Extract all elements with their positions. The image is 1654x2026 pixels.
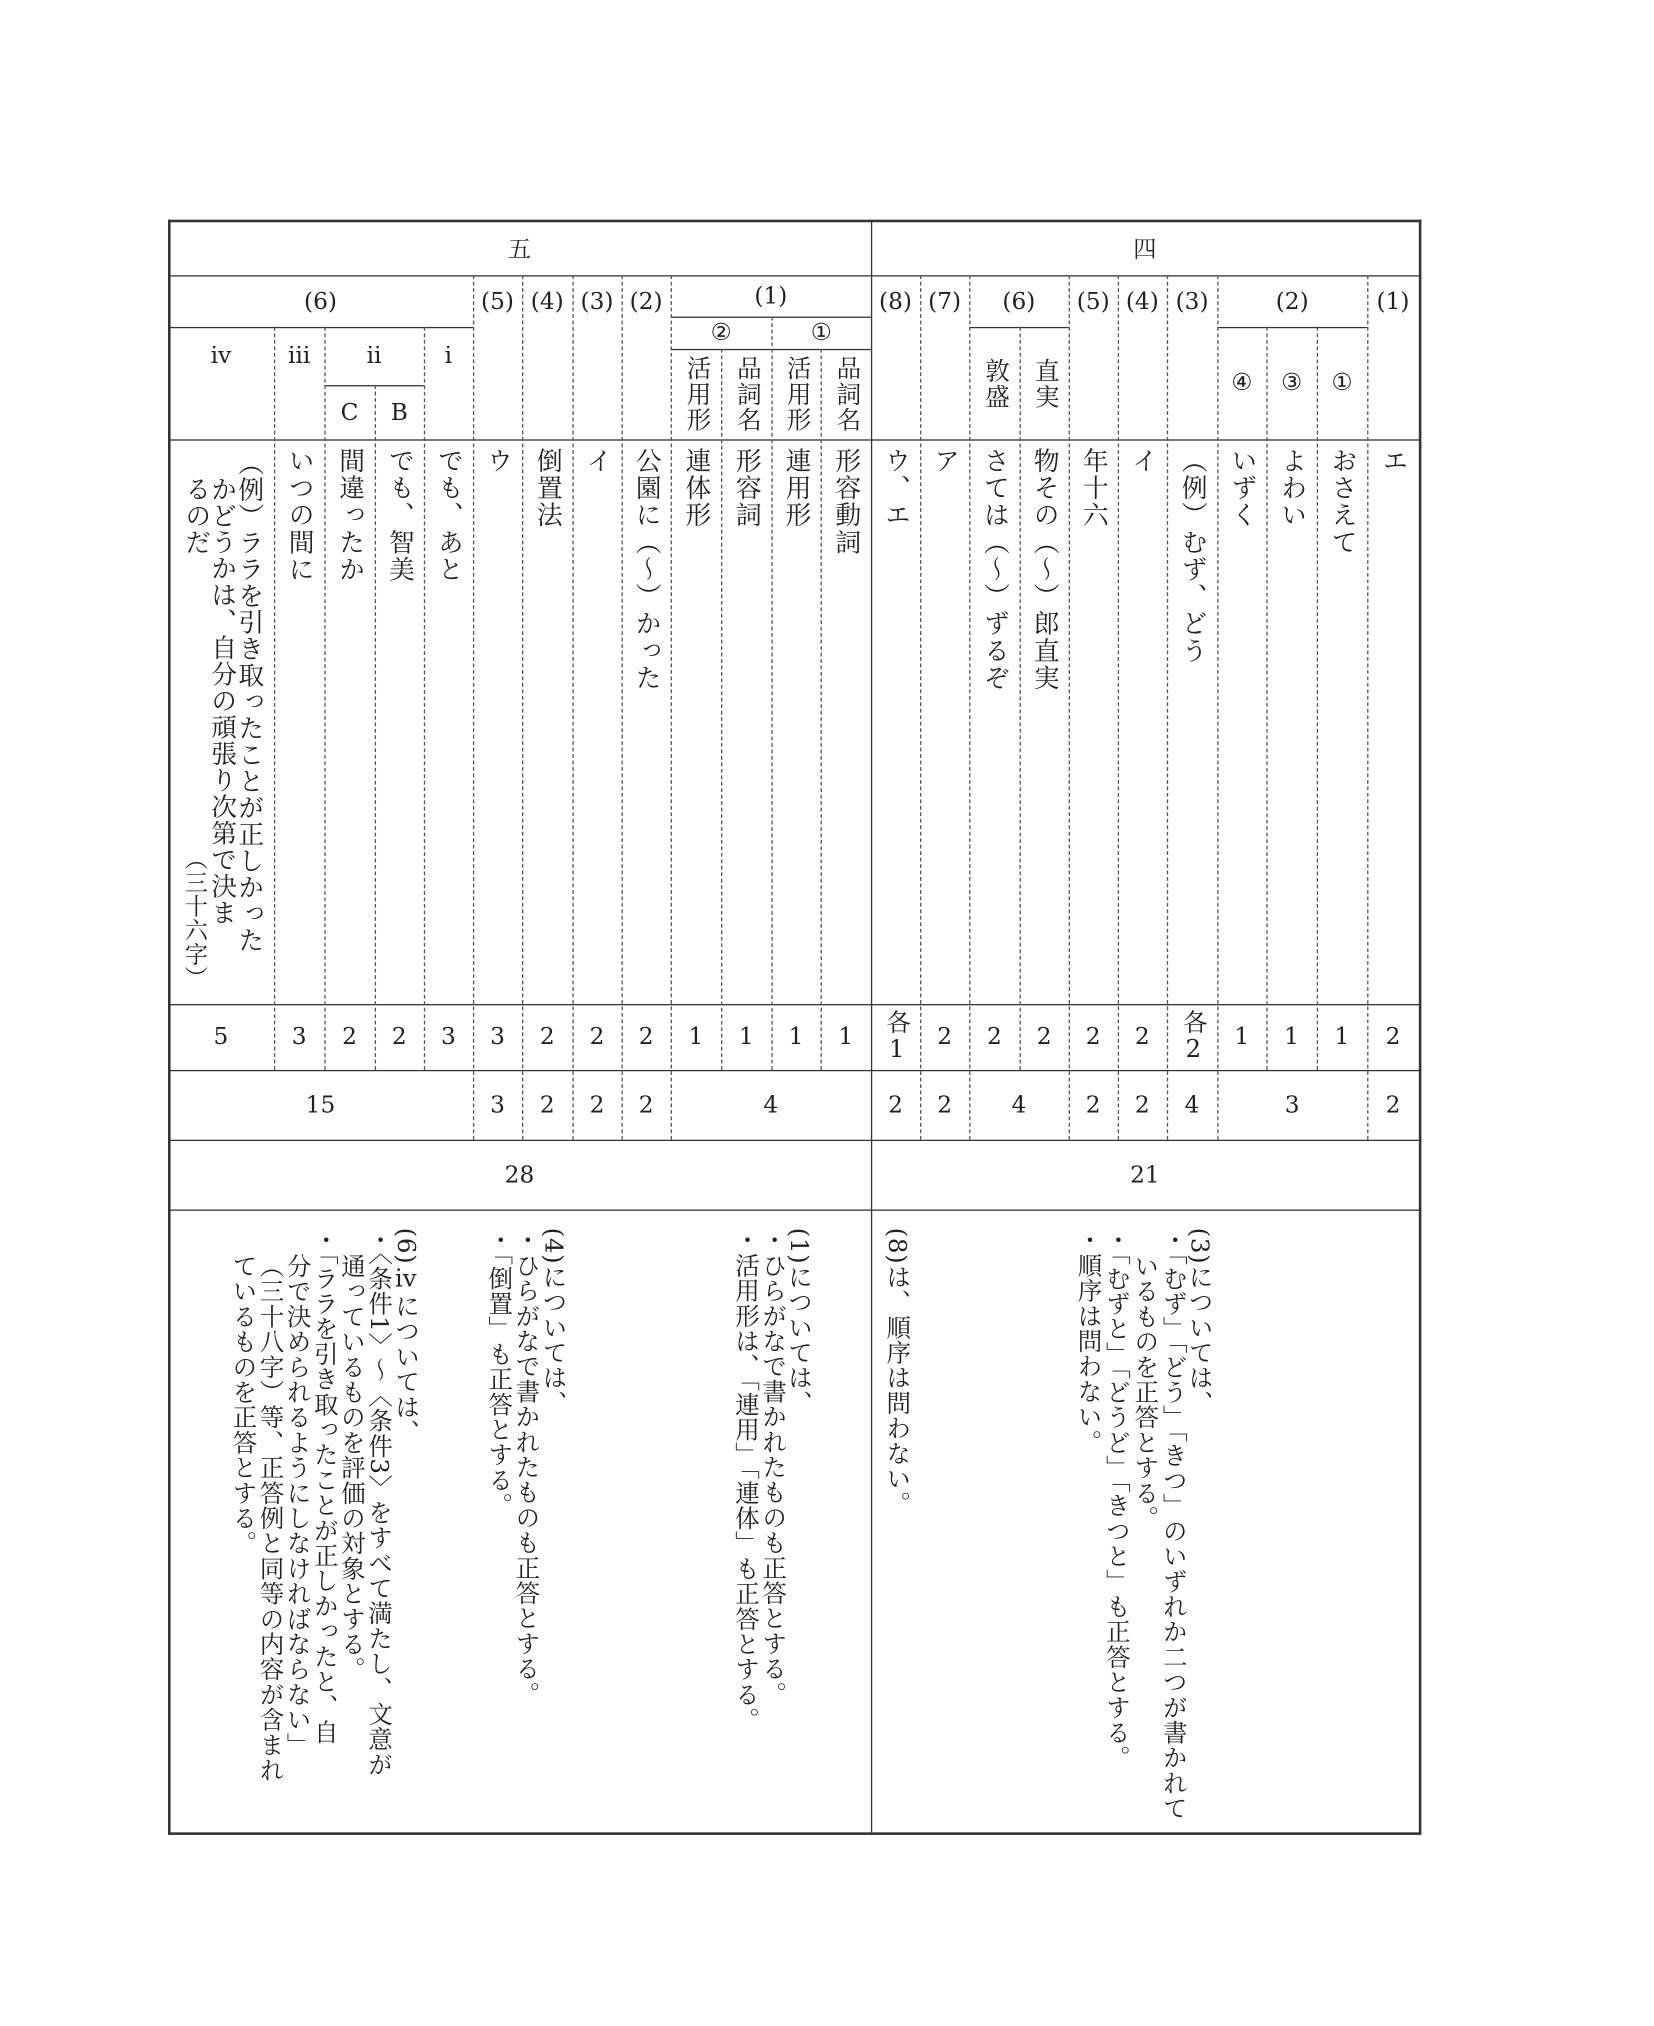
go-points-text: 3 [440,1023,456,1051]
yon-points-text: 1 [1334,1023,1350,1051]
go-answer-i-text: でも、あと [433,447,465,583]
go-header-hinshi-2 [721,349,771,439]
yon-subtotal-text: 2 [1085,1091,1101,1119]
go-answer-q5-text: ウ [482,447,514,475]
section-header-yon [871,220,1419,276]
yon-header-q1 [1367,275,1419,327]
go-answer-q4 [522,439,572,1004]
go-note-q6: (6)ⅳについては、 [391,1227,420,1445]
go-answer-iv-line: るのだ [180,475,212,555]
go-points-text: 2 [342,1023,357,1051]
yon-answer-naozane [1020,439,1069,1004]
yon-points-text: 各1 [882,1009,911,1065]
go-points [771,1004,820,1070]
go-note-q4: ・「倒置」も正答とする。 [484,1227,514,1518]
go-points-text: 5 [213,1023,229,1051]
go-total [168,1140,871,1210]
go-points-text: 2 [391,1023,407,1051]
yon-points [1167,1004,1217,1070]
go-points [821,1004,871,1070]
yon-header-q7-text: (7) [928,287,962,315]
go-header-hinshi-2-text: 品詞名 [733,355,762,433]
go-points-text: 3 [291,1023,307,1051]
go-answer-q5 [473,439,522,1004]
yon-answer-c1 [1317,439,1367,1004]
go-subtotal-text: 2 [539,1091,555,1119]
rule-horizontal [168,1832,1421,1835]
yon-answer-q3 [1167,439,1217,1004]
go-subtotal [522,1070,572,1140]
yon-answer-c3-text: よわい [1276,447,1308,529]
yon-points-text: 各2 [1179,1009,1208,1065]
go-note-q6: ・〈条件1〉〜〈条件3〉をすべて満たし、文意が [364,1227,393,1778]
yon-points [920,1004,969,1070]
go-points-text: 1 [688,1023,704,1051]
yon-header-q6-text: (6) [1002,287,1036,315]
go-answer-katsuyo1 [771,439,820,1004]
go-subtotal [473,1070,522,1140]
yon-subtotal-text: 3 [1284,1091,1300,1119]
yon-points [1317,1004,1367,1070]
go-points [721,1004,771,1070]
go-header-q1-2-text: ② [710,319,732,347]
yon-answer-atsumori [969,439,1019,1004]
go-note-q6: ているものを正答とする。 [228,1253,258,1556]
go-header-q2-text: (2) [629,287,663,315]
go-subtotal-text: 2 [589,1091,605,1119]
yon-answer-q8-text: ウ、エ [880,447,912,529]
yon-answer-q7-text: ア [929,447,961,475]
go-answer-hinshi2-text: 形容詞 [731,447,763,529]
go-header-hinshi-1-text: 品詞名 [832,355,862,433]
yon-header-q2-text: (2) [1275,287,1309,315]
yon-header-q8 [871,275,920,327]
yon-points [969,1004,1019,1070]
go-answer-katsuyo2-text: 連体形 [680,447,713,529]
yon-subtotal [1118,1070,1167,1140]
go-points [473,1004,522,1070]
yon-answer-naozane-text: 物その（〜）郎直実 [1029,447,1061,692]
go-header-q3-text: (3) [580,287,614,315]
go-header-q1-1 [771,317,870,349]
go-answer-iv-line: かどうかは、自分の頑張り次第で決ま [206,475,238,926]
go-answer-B [375,439,424,1004]
yon-subtotal [1069,1070,1118,1140]
yon-answer-q4 [1118,439,1167,1004]
yon-header-q4-text: (4) [1125,287,1159,315]
yon-subtotal-text: 4 [1011,1091,1027,1119]
go-answer-q3 [572,439,621,1004]
go-header-katsuyo-1-text: 活用形 [783,355,812,433]
go-subtotal-text: 2 [638,1091,654,1119]
go-points [671,1004,721,1070]
go-answer-B-text: でも、智美 [384,447,416,583]
go-header-katsuyo-2-text: 活用形 [682,355,712,433]
go-answer-iii [274,439,324,1004]
yon-points-text: 2 [1385,1023,1401,1051]
go-answer-q4-text: 倒置法 [532,447,564,529]
yon-note-q3: (3)については、 [1184,1227,1214,1416]
go-answer-katsuyo2 [671,439,721,1004]
go-answer-i [424,439,473,1004]
go-note-q6: 通っているものを評価の対象とする。 [337,1253,366,1682]
yon-subtotal-text: 2 [888,1091,903,1119]
yon-header-atsumori-text: 敦盛 [981,357,1010,409]
go-points [274,1004,324,1070]
go-points-text: 1 [738,1023,754,1051]
yon-header-c3 [1266,327,1316,439]
go-header-ii-text: ⅱ [366,342,382,370]
go-points-text: 2 [589,1023,605,1051]
section-header-go [168,220,871,276]
yon-header-q1-text: (1) [1376,287,1410,315]
yon-subtotal-text: 2 [1385,1091,1401,1119]
yon-header-naozane [1020,327,1069,439]
yon-answer-q5 [1069,439,1118,1004]
yon-header-c1-text: ① [1331,369,1353,397]
go-answer-hinshi1 [821,439,871,1004]
go-header-q3 [572,275,621,327]
yon-subtotal [920,1070,969,1140]
section-header-go-text: 五 [507,235,532,263]
yon-answer-q1-text: エ [1378,447,1410,475]
yon-points-text: 2 [1085,1023,1101,1051]
yon-subtotal [1367,1070,1419,1140]
go-points-text: 3 [490,1023,505,1051]
go-header-katsuyo-1 [771,349,820,439]
go-answer-hinshi1-text: 形容動詞 [830,447,862,556]
go-answer-C [324,439,374,1004]
go-note-q4: ・ひらがなで書かれたものも正答とする。 [511,1227,541,1707]
go-note-q6: （三十八字）等、正答例と同等の内容が含まれ [255,1253,285,1783]
yon-points [1069,1004,1118,1070]
yon-answer-c3 [1266,439,1316,1004]
go-header-ii [324,327,423,385]
go-header-i [424,327,473,385]
yon-points-text: 2 [986,1023,1002,1051]
go-header-q6-text: (6) [303,287,337,315]
go-total-text: 28 [504,1161,535,1189]
go-header-i-text: ⅰ [444,342,453,370]
yon-header-naozane-text: 直実 [1031,357,1060,409]
yon-header-c3-text: ③ [1281,369,1302,397]
go-subtotal-text: 3 [490,1091,505,1119]
go-header-q4 [522,275,572,327]
go-header-c [324,385,374,439]
go-answer-hinshi2 [721,439,771,1004]
yon-answer-atsumori-text: さては（〜）ずるぞ [979,447,1011,692]
yon-points [871,1004,920,1070]
go-header-q2 [622,275,671,327]
go-answer-iv-count: （三十六字） [180,846,209,990]
go-points-text: 1 [838,1023,854,1051]
yon-answer-c4-text: いずく [1226,447,1258,529]
yon-header-q8-text: (8) [879,287,912,315]
go-points-text: 1 [788,1023,804,1051]
go-header-c-text: C [340,398,359,426]
go-header-q5 [473,275,522,327]
yon-header-q5 [1069,275,1118,327]
yon-subtotal [1217,1070,1367,1140]
go-header-q1-1-text: ① [810,319,832,347]
yon-points [1118,1004,1167,1070]
yon-points-text: 2 [1036,1023,1052,1051]
go-header-q1-text: (1) [754,282,788,310]
go-points [168,1004,274,1070]
yon-subtotal-text: 4 [1184,1091,1200,1119]
yon-note-q3: ・「むず」「どう」「きつ」のいずれか二つが書かれて [1159,1227,1188,1821]
section-header-yon-text: 四 [1133,235,1157,263]
go-answer-katsuyo1-text: 連用形 [781,447,813,529]
yon-subtotal-text: 2 [1134,1091,1150,1119]
go-header-katsuyo-2 [671,349,721,439]
yon-answer-q8 [871,439,920,1004]
go-header-iv-text: ⅳ [210,342,232,370]
go-header-b [375,385,424,439]
yon-header-q3 [1167,275,1217,327]
go-answer-iii-text: いつの間に [284,447,316,583]
rule-horizontal [168,1209,1421,1210]
go-header-q1 [671,275,871,316]
go-subtotal-text: 15 [305,1091,336,1119]
yon-points [1367,1004,1419,1070]
yon-points-text: 2 [1134,1023,1150,1051]
go-note-q4: (4)については、 [538,1227,568,1416]
go-header-iv [168,327,274,385]
go-subtotal [622,1070,671,1140]
go-answer-iv-line: （例）ララを引き取ったことが正しかった [233,449,265,953]
go-header-iii [274,327,324,385]
yon-answer-q4-text: イ [1127,447,1159,475]
go-note-q1: ・ひらがなで書かれたものも正答とする。 [758,1227,787,1707]
yon-header-q2 [1217,275,1367,327]
yon-subtotal [969,1070,1068,1140]
yon-points-text: 2 [937,1023,952,1051]
go-answer-q2 [622,439,671,1004]
go-note-q1: ・活用形は、「連用」「連体」も正答とする。 [731,1227,760,1733]
go-answer-C-text: 間違ったか [334,447,366,583]
yon-subtotal-text: 2 [937,1091,952,1119]
go-points [572,1004,621,1070]
yon-header-c4-text: ④ [1231,369,1253,397]
go-note-q6: 分で決められるようにしなければならない」 [282,1253,312,1758]
yon-points [1020,1004,1069,1070]
go-points [324,1004,374,1070]
yon-header-q4 [1118,275,1167,327]
yon-header-q3-text: (3) [1175,287,1209,315]
go-note-q6: ・「ララを引き取ったことが正しかったと、自 [310,1227,339,1745]
yon-note-q8: (8)は、順序は問わない。 [882,1227,912,1517]
yon-answer-c4 [1217,439,1266,1004]
yon-note-q3: ・順序は問わない。 [1073,1227,1103,1455]
yon-answer-q7 [920,439,969,1004]
go-answer-q3-text: イ [582,447,614,475]
rule-vertical [1419,220,1422,1834]
go-header-iii-text: ⅲ [287,342,311,370]
go-points-text: 2 [638,1023,654,1051]
go-header-q1-2 [671,317,772,349]
yon-answer-c1-text: おさえて [1327,447,1359,556]
yon-points [1217,1004,1266,1070]
yon-subtotal [1167,1070,1217,1140]
yon-points [1266,1004,1316,1070]
yon-answer-q1 [1367,439,1419,1004]
go-subtotal [572,1070,621,1140]
go-header-q5-text: (5) [481,287,514,315]
go-header-q6 [168,275,473,327]
go-subtotal [671,1070,871,1140]
yon-header-q6 [969,275,1068,327]
yon-header-atsumori [969,327,1019,439]
yon-header-c1 [1317,327,1367,439]
yon-note-q3: ・「むずと」「どうど」「きつと」も正答とする。 [1102,1227,1131,1771]
go-header-b-text: B [390,398,408,426]
go-answer-q2-text: 公園に（〜）かった [631,447,663,692]
go-header-q4-text: (4) [530,287,564,315]
go-points [522,1004,572,1070]
go-points [622,1004,671,1070]
yon-header-q7 [920,275,969,327]
go-points [375,1004,424,1070]
go-subtotal-text: 4 [763,1091,779,1119]
go-subtotal [168,1070,473,1140]
go-note-q1: (1)については、 [784,1227,813,1416]
yon-answer-q5-text: 年十六 [1078,447,1110,529]
go-points-text: 2 [539,1023,555,1051]
yon-header-q5-text: (5) [1076,287,1110,315]
yon-total-text: 21 [1130,1161,1160,1189]
yon-note-q3: いるものを正答とする。 [1130,1253,1160,1531]
yon-header-c4 [1217,327,1266,439]
go-points [424,1004,473,1070]
yon-points-text: 1 [1234,1023,1250,1051]
go-header-hinshi-1 [821,349,871,439]
yon-subtotal [871,1070,920,1140]
yon-points-text: 1 [1284,1023,1299,1051]
yon-answer-q3-text: （例）むず、どう [1177,447,1209,665]
yon-total [871,1140,1419,1210]
